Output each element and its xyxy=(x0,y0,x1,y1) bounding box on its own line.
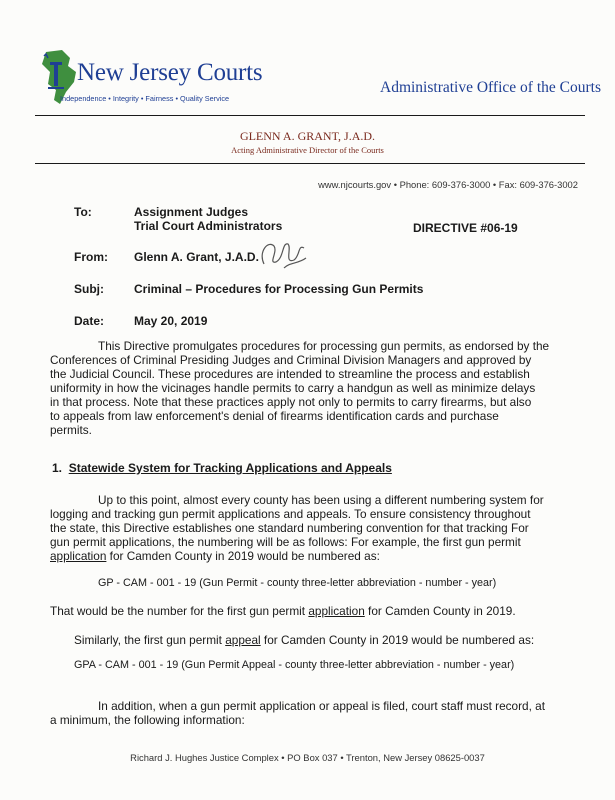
header-divider xyxy=(35,115,585,116)
example-numbering-appeal: GPA - CAM - 001 - 19 (Gun Permit Appeal - county three-letter abbreviation - number - year) xyxy=(74,659,515,671)
admin-title: Acting Administrative Director of the Courts xyxy=(231,145,384,155)
intro-line: uniformity in how the vicinages handle permits to carry a handgun as well as minimize delays xyxy=(50,381,536,395)
subj-label: Subj: xyxy=(74,282,104,296)
text-run: for Camden County in 2019. xyxy=(364,604,516,618)
emphasis-word: application xyxy=(50,549,107,563)
to-value-1: Assignment Judges xyxy=(134,205,249,219)
text-run: Similarly, the first gun permit xyxy=(74,633,226,647)
contact-line: www.njcourts.gov • Phone: 609-376-3000 • Fax: 609-376-3002 xyxy=(318,179,578,190)
signature-icon xyxy=(254,234,310,274)
example-numbering-application: GP - CAM - 001 - 19 (Gun Permit - county three-letter abbreviation - number - year) xyxy=(98,577,497,589)
section-title: Statewide System for Tracking Applications and Appeals xyxy=(68,461,392,475)
logo-tagline: Independence • Integrity • Fairness • Quality Service xyxy=(60,94,230,103)
date-label: Date: xyxy=(74,314,105,328)
body-line: gun permit applications, the numbering will be as follows: For example, the first gun permit xyxy=(50,535,521,549)
to-label: To: xyxy=(74,205,92,219)
admin-name: GLENN A. GRANT, J.A.D. xyxy=(239,129,376,143)
intro-line: permits. xyxy=(50,423,92,437)
emphasis-word: appeal xyxy=(225,633,261,647)
body-line: the state, this Directive establishes one standard numbering convention for that tracking For xyxy=(50,521,529,535)
intro-line: in that process. Note that these practices apply not only to permits to carry firearms, but also xyxy=(50,395,532,409)
from-value: Glenn A. Grant, J.A.D. xyxy=(134,250,259,264)
directive-number: DIRECTIVE #06-19 xyxy=(413,221,518,235)
date-value: May 20, 2019 xyxy=(134,314,208,328)
body-line: Up to this point, almost every county has been using a different numbering system for xyxy=(98,493,544,507)
body-line: In addition, when a gun permit application or appeal is filed, court staff must record, at xyxy=(98,699,546,713)
logo-title: New Jersey Courts xyxy=(77,59,263,86)
body-line: a minimum, the following information: xyxy=(50,713,245,727)
from-label: From: xyxy=(74,250,108,264)
subj-value: Criminal – Procedures for Processing Gun Permits xyxy=(134,282,424,296)
section-heading xyxy=(52,461,392,475)
text-run: That would be the number for the first gun permit xyxy=(50,604,309,618)
body-line xyxy=(50,549,380,563)
intro-line: the Judicial Council. These procedures are intended to streamline the process and establish xyxy=(50,367,530,381)
text-run: for Camden County in 2019 would be numbered as: xyxy=(260,633,535,647)
body-line xyxy=(74,633,534,647)
body-line: logging and tracking gun permit applications and appeals. To ensure consistency throughout xyxy=(50,507,531,521)
intro-line: This Directive promulgates procedures for processing gun permits, as endorsed by the xyxy=(98,339,550,353)
footer-address: Richard J. Hughes Justice Complex • PO Box 037 • Trenton, New Jersey 08625-0037 xyxy=(130,752,485,763)
intro-line: to appeals from law enforcement's denial of firearms identification cards and purchase xyxy=(50,409,499,423)
emphasis-word: application xyxy=(308,604,365,618)
to-value-2: Trial Court Administrators xyxy=(134,219,283,233)
body-line xyxy=(50,604,516,618)
body-line-rest: for Camden County in 2019 would be numbered as: xyxy=(106,549,380,563)
header-divider-2 xyxy=(35,163,585,164)
section-number: 1. xyxy=(52,461,63,475)
intro-line: Conferences of Criminal Presiding Judges and Criminal Division Managers and approved by xyxy=(50,353,532,367)
office-name: Administrative Office of the Courts xyxy=(380,79,601,96)
